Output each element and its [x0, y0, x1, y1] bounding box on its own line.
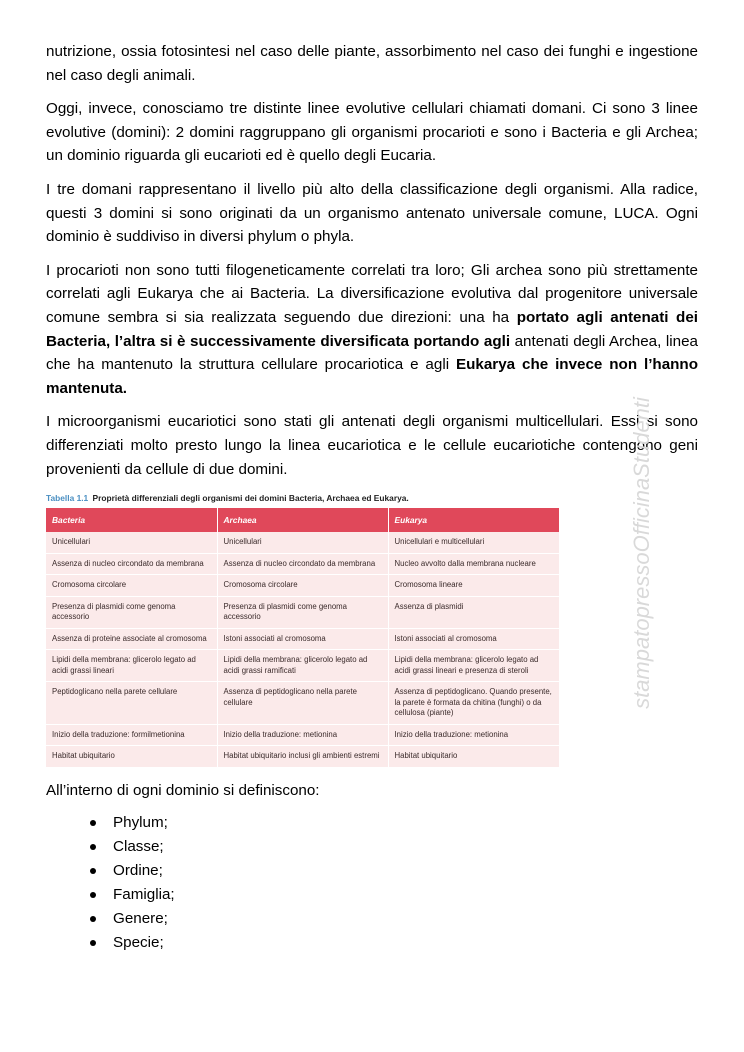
- bullet-icon: [90, 892, 96, 898]
- table-cell: Presenza di plasmidi come genoma accessorio: [217, 596, 388, 628]
- list-item: [90, 859, 698, 883]
- list-item-label: Classe;: [113, 837, 164, 855]
- table-row: [46, 746, 559, 768]
- table-row: [46, 628, 559, 650]
- header-bacteria: Bacteria: [46, 508, 217, 532]
- table-caption-number: Tabella 1.1: [46, 493, 89, 504]
- table-cell: Lipidi della membrana: glicerolo legato ad acidi grassi lineari: [46, 650, 217, 682]
- header-archaea: Archaea: [217, 508, 388, 532]
- table-caption: [46, 493, 559, 503]
- table-cell: Assenza di nucleo circondato da membrana: [46, 553, 217, 575]
- table-cell: Habitat ubiquitario: [46, 746, 217, 768]
- paragraph-classification: I tre domani rappresentano il livello più alto della classificazione degli organismi. Alla radice, questi 3 domini si sono originati da un organismo antenato universale comune, LUCA. Ogni dominio è suddiviso in diversi phylum o phyla.: [46, 180, 698, 246]
- table-cell: Inizio della traduzione: formilmetionina: [46, 724, 217, 746]
- bullet-icon: [90, 940, 96, 946]
- table-cell: Cromosoma circolare: [217, 575, 388, 597]
- list-item: [90, 811, 698, 835]
- table-cell: Assenza di proteine associate al cromosoma: [46, 628, 217, 650]
- list-item: [90, 931, 698, 955]
- bullet-icon: [90, 916, 96, 922]
- table-row: [46, 650, 559, 682]
- domain-properties-table: [46, 508, 559, 768]
- table-cell: Lipidi della membrana: glicerolo legato ad acidi grassi lineari e presenza di steroli: [388, 650, 559, 682]
- list-item-label: Famiglia;: [113, 885, 175, 903]
- bullet-icon: [90, 844, 96, 850]
- paragraph-prokaryotes-bold-d: Eukarya che invece non l’hanno mantenuta.: [46, 356, 698, 397]
- table-row: [46, 596, 559, 628]
- table-cell: Assenza di nucleo circondato da membrana: [217, 553, 388, 575]
- table-cell: Inizio della traduzione: metionina: [217, 724, 388, 746]
- bullet-icon: [90, 820, 96, 826]
- list-item-label: Ordine;: [113, 861, 163, 879]
- table-row: [46, 532, 559, 553]
- table-cell: Unicellulari e multicellulari: [388, 532, 559, 553]
- table-cell: Presenza di plasmidi come genoma accessorio: [46, 596, 217, 628]
- document-page: [46, 40, 698, 955]
- table-cell: Cromosoma circolare: [46, 575, 217, 597]
- table-cell: Habitat ubiquitario: [388, 746, 559, 768]
- table-cell: Habitat ubiquitario inclusi gli ambienti estremi: [217, 746, 388, 768]
- list-item: [90, 883, 698, 907]
- table-cell: Istoni associati al cromosoma: [217, 628, 388, 650]
- table-header-row: [46, 508, 559, 532]
- table-cell: Istoni associati al cromosoma: [388, 628, 559, 650]
- watermark-text: stampatopressoOfficinaStudenti: [629, 397, 654, 709]
- ranks-heading: All’interno di ogni dominio si definiscono:: [46, 781, 320, 799]
- table-cell: Nucleo avvolto dalla membrana nucleare: [388, 553, 559, 575]
- list-item: [90, 835, 698, 859]
- paragraph-prokaryotes-text-c: antenati degli Archea, linea che ha mantenuto la struttura cellulare procariotica e agli: [46, 332, 698, 374]
- paragraph-prokaryotes: [46, 259, 698, 401]
- table-cell: Unicellulari: [46, 532, 217, 553]
- paragraph-domains: Oggi, invece, conosciamo tre distinte linee evolutive cellulari chiamati domani. Ci sono 3 linee evolutive (domini): 2 domini raggruppano gli organismi procarioti e sono i Bacteria e gli Archea; un dominio riguarda gli eucarioti ed è quello degli Eucaria.: [46, 100, 698, 165]
- table-cell: Assenza di peptidoglicano nella parete cellulare: [217, 682, 388, 725]
- properties-table-figure: [46, 493, 559, 768]
- table-row: [46, 724, 559, 746]
- table-row: [46, 575, 559, 597]
- header-eukarya: Eukarya: [388, 508, 559, 532]
- bullet-icon: [90, 868, 96, 874]
- paragraph-eukaryotes: I microorganismi eucariotici sono stati gli antenati degli organismi multicellulari. Essi si sono differenziati molto presto lungo la linea eucariotica e le cellule eucariotiche contengono geni provenienti da cellule di due domini.: [46, 413, 698, 478]
- list-item: [90, 907, 698, 931]
- paragraph-prokaryotes-text-a: I procarioti non sono tutti filogeneticamente correlati tra loro; Gli archea sono più strettamente correlati agli Eukarya che ai Bacteria. La diversificazione evolutiva dal progenitore universale comune sembra si sia realizzata seguendo due direzioni: una ha: [46, 261, 698, 326]
- table-row: [46, 682, 559, 725]
- list-item-label: Specie;: [113, 933, 164, 951]
- table-cell: Lipidi della membrana: glicerolo legato ad acidi grassi ramificati: [217, 650, 388, 682]
- table-cell: Assenza di plasmidi: [388, 596, 559, 628]
- table-cell: Inizio della traduzione: metionina: [388, 724, 559, 746]
- table-cell: Assenza di peptidoglicano. Quando presente, la parete è formata da chitina (funghi) o da cellulosa (piante): [388, 682, 559, 725]
- table-caption-text: Proprietà differenziali degli organismi dei domini Bacteria, Archaea ed Eukarya.: [92, 493, 409, 504]
- table-cell: Peptidoglicano nella parete cellulare: [46, 682, 217, 725]
- list-item-label: Genere;: [113, 909, 168, 927]
- paragraph-nutrition: nutrizione, ossia fotosintesi nel caso delle piante, assorbimento nel caso dei funghi e ingestione nel caso degli animali.: [46, 43, 698, 84]
- list-item-label: Phylum;: [113, 813, 168, 831]
- paragraph-prokaryotes-bold-b: portato agli antenati dei Bacteria, l’altra si è successivamente diversificata portando agli: [46, 308, 698, 350]
- taxonomic-ranks-list: [46, 811, 698, 955]
- watermark: [629, 397, 655, 709]
- table-cell: Cromosoma lineare: [388, 575, 559, 597]
- table-cell: Unicellulari: [217, 532, 388, 553]
- table-row: [46, 553, 559, 575]
